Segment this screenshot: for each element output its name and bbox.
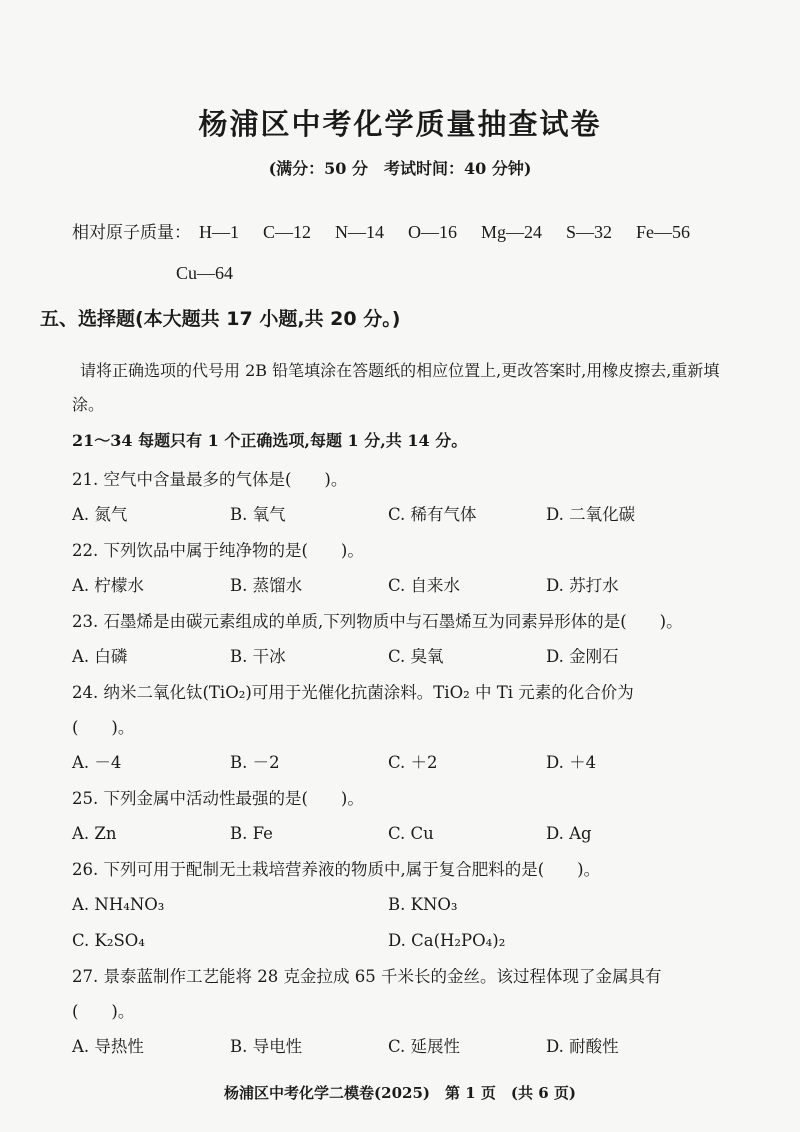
option: C. 臭氧: [388, 647, 444, 666]
option: B. 蒸馏水: [230, 576, 303, 595]
option: D. 金刚石: [546, 647, 619, 666]
option: B. 干冰: [230, 647, 286, 666]
option: B. Fe: [230, 824, 273, 843]
question-stem: 26. 下列可用于配制无土栽培营养液的物质中,属于复合肥料的是( )。: [72, 860, 601, 879]
option: C. 自来水: [388, 576, 461, 595]
option: B. －2: [230, 753, 280, 772]
option: A. 柠檬水: [72, 576, 144, 595]
question-options: [72, 745, 742, 781]
option: C. K₂SO₄: [72, 931, 145, 950]
atomic-masses: [72, 212, 752, 294]
question-stem: 25. 下列金属中活动性最强的是( )。: [72, 789, 364, 808]
section-title: 五、选择题(本大题共 17 小题,共 20 分。): [40, 308, 401, 330]
mass-item: H—1: [199, 222, 239, 242]
question-stem-continued: ( )。: [72, 718, 135, 737]
question-stem: 27. 景泰蓝制作工艺能将 28 克金拉成 65 千米长的金丝。该过程体现了金属具有: [72, 967, 662, 986]
option: A. Zn: [72, 824, 117, 843]
question-stem: 24. 纳米二氧化钛(TiO₂)可用于光催化抗菌涂料。TiO₂ 中 Ti 元素的化合价为: [72, 683, 634, 702]
option: A. 氮气: [72, 505, 128, 524]
question-options: [72, 923, 742, 959]
option: C. 稀有气体: [388, 505, 477, 524]
mass-item: C—12: [263, 222, 312, 242]
question-options: [72, 1029, 742, 1065]
question-list: [72, 462, 742, 1065]
option: A. 导热性: [72, 1037, 144, 1056]
mass-item: Fe—56: [636, 222, 691, 242]
question-options: [72, 887, 742, 923]
option: D. 二氧化碳: [546, 505, 636, 524]
option: B. KNO₃: [388, 895, 458, 914]
atomic-masses-row-1: [72, 212, 752, 253]
atomic-masses-row-2: [72, 253, 752, 294]
question-options: [72, 816, 742, 852]
page-title: 杨浦区中考化学质量抽查试卷: [198, 107, 602, 141]
option: A. 白磷: [72, 647, 128, 666]
atomic-masses-label: 相对原子质量：: [72, 223, 191, 243]
mass-item: Cu—64: [176, 263, 234, 283]
page-footer: 杨浦区中考化学二模卷(2025) 第 1 页 (共 6 页): [224, 1084, 576, 1102]
option: C. Cu: [388, 824, 434, 843]
exam-info: (满分：50 分 考试时间：40 分钟): [268, 159, 532, 178]
question-options: [72, 639, 742, 675]
question-options: [72, 497, 742, 533]
option: B. 氧气: [230, 505, 286, 524]
mass-item: N—14: [335, 222, 385, 242]
option: B. 导电性: [230, 1037, 303, 1056]
question-options: [72, 568, 742, 604]
option: A. NH₄NO₃: [72, 895, 165, 914]
question-stem: 21. 空气中含量最多的气体是( )。: [72, 470, 348, 489]
option: D. 耐酸性: [546, 1037, 619, 1056]
option: A. －4: [72, 753, 122, 772]
option: C. ＋2: [388, 753, 438, 772]
question-stem: 22. 下列饮品中属于纯净物的是( )。: [72, 541, 364, 560]
section-instruction: 请将正确选项的代号用 2B 铅笔填涂在答题纸的相应位置上,更改答案时,用橡皮擦去,重新填涂。: [72, 361, 720, 414]
option: D. Ag: [546, 824, 592, 843]
question-stem: 23. 石墨烯是由碳元素组成的单质,下列物质中与石墨烯互为同素异形体的是( )。: [72, 612, 683, 631]
option: D. 苏打水: [546, 576, 619, 595]
scoring-rule: 21～34 每题只有 1 个正确选项,每题 1 分,共 14 分。: [72, 431, 468, 450]
option: D. ＋4: [546, 753, 597, 772]
mass-item: S—32: [566, 222, 613, 242]
mass-item: Mg—24: [481, 222, 543, 242]
mass-item: O—16: [408, 222, 458, 242]
option: C. 延展性: [388, 1037, 461, 1056]
question-stem-continued: ( )。: [72, 1002, 135, 1021]
option: D. Ca(H₂PO₄)₂: [388, 931, 506, 950]
